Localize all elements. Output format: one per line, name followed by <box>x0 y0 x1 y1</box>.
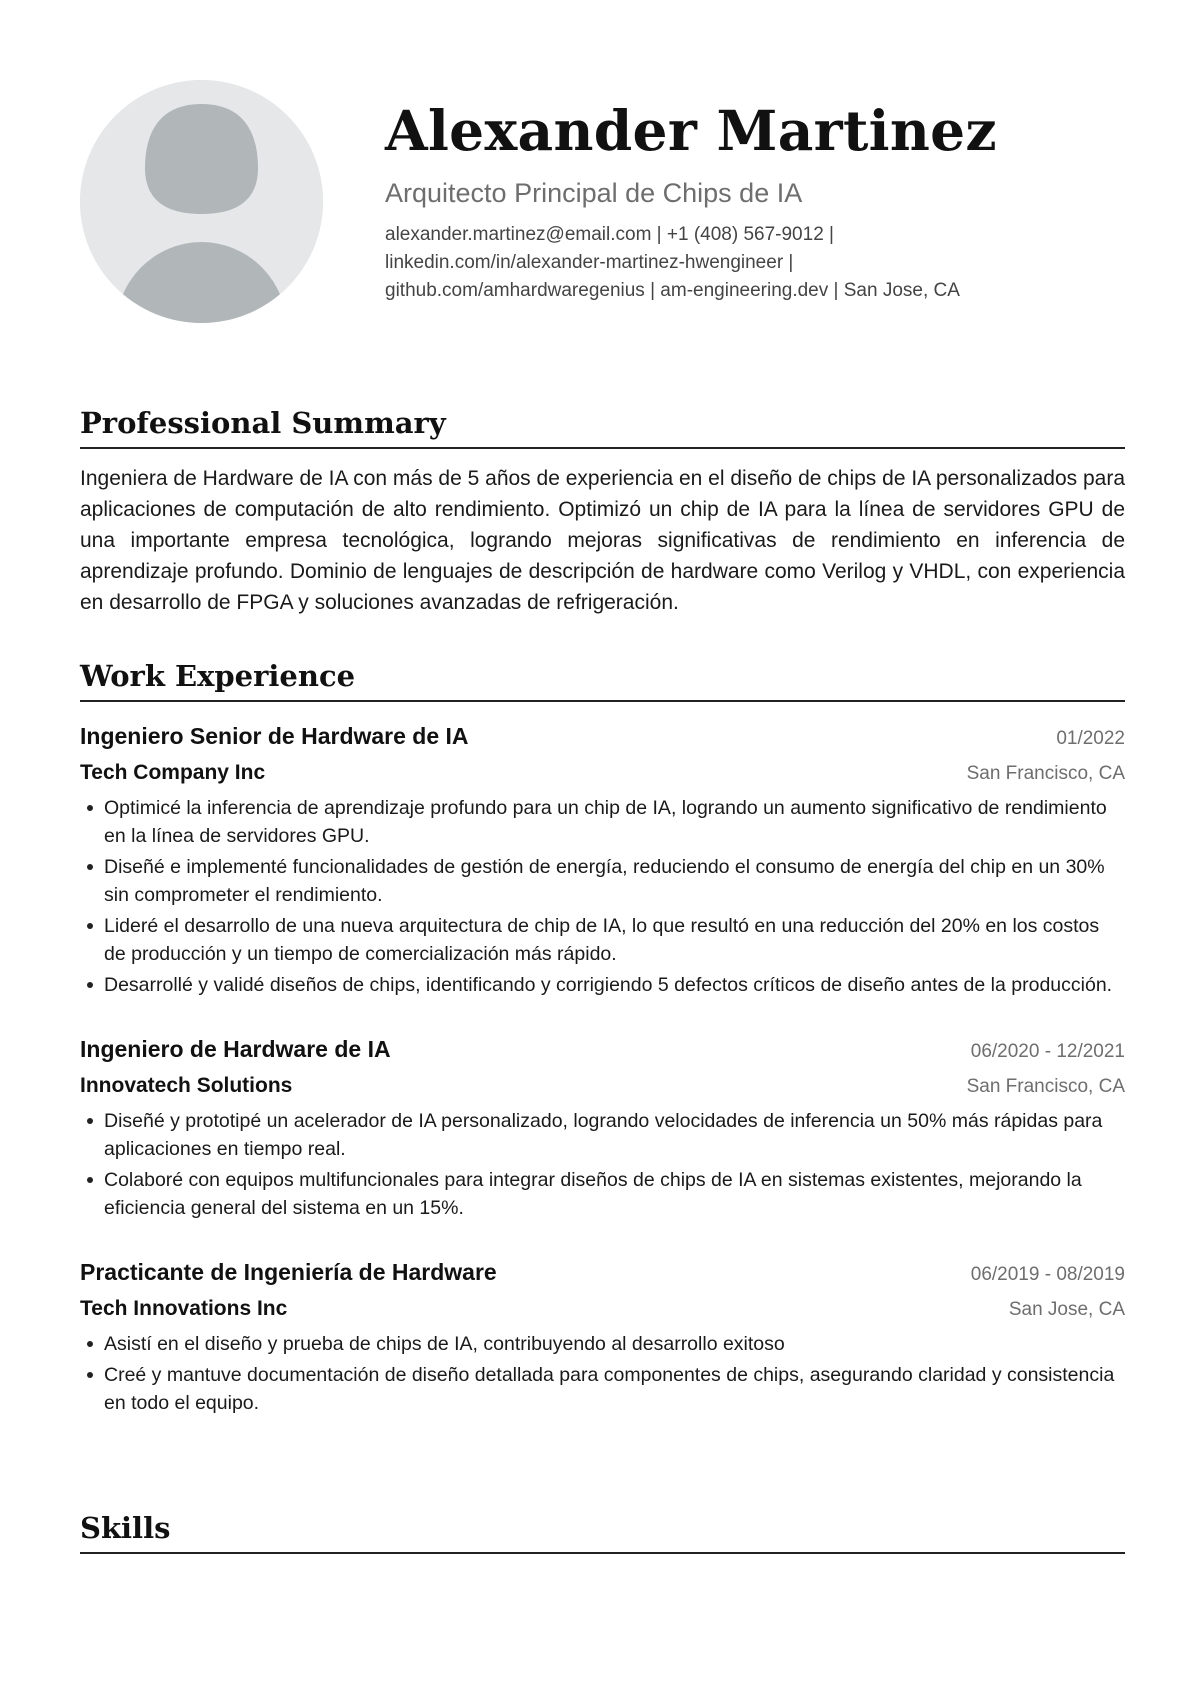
bullet-icon <box>87 1341 93 1347</box>
job-entry <box>80 718 1125 999</box>
bullet-text: Diseñé e implementé funcionalidades de gestión de energía, reduciendo el consumo de energía del chip en un 30% sin comprometer el rendimiento. <box>104 856 1105 906</box>
job-company: Innovatech Solutions <box>80 1074 293 1097</box>
avatar-placeholder-icon <box>80 80 323 323</box>
job-date: 01/2022 <box>1056 728 1125 749</box>
summary-section <box>80 403 1125 618</box>
bullet-icon <box>87 923 93 929</box>
bullet-text: Diseñé y prototipé un acelerador de IA personalizado, logrando velocidades de inferencia un 50% más rápidas para aplicaciones en tiempo real. <box>104 1110 1103 1160</box>
job-company: Tech Innovations Inc <box>80 1297 288 1320</box>
bullet-text: Colaboré con equipos multifuncionales para integrar diseños de chips de IA en sistemas existentes, mejorando la eficiencia general del sistema en un 15%. <box>104 1169 1082 1219</box>
job-date: 06/2020 - 12/2021 <box>970 1041 1125 1062</box>
bullet-item <box>80 971 1125 999</box>
bullet-icon <box>87 1372 93 1378</box>
job-role: Ingeniero de Hardware de IA <box>80 1036 391 1062</box>
bullet-icon <box>87 1118 93 1124</box>
candidate-title: Arquitecto Principal de Chips de IA <box>385 178 803 208</box>
bullet-text: Lideré el desarrollo de una nueva arquitectura de chip de IA, lo que resultó en una reducción del 20% en los costos de producción y un tiempo de comercialización más rápido. <box>104 915 1100 965</box>
skills-section <box>80 1508 1125 1554</box>
bullet-item <box>80 853 1125 909</box>
job-location: San Jose, CA <box>1008 1299 1125 1320</box>
bullet-item <box>80 1107 1125 1163</box>
experience-section <box>80 656 1125 1417</box>
bullet-icon <box>87 805 93 811</box>
bullet-icon <box>87 864 93 870</box>
bullet-item <box>80 1330 1125 1358</box>
resume-header <box>385 96 1085 305</box>
bullet-item <box>80 794 1125 850</box>
bullet-text: Creé y mantuve documentación de diseño detallada para componentes de chips, asegurando claridad y consistencia en todo el equipo. <box>104 1364 1115 1414</box>
bullet-item <box>80 912 1125 968</box>
summary-heading: Professional Summary <box>80 403 1125 449</box>
job-location: San Francisco, CA <box>966 763 1125 784</box>
bullet-text: Desarrollé y validé diseños de chips, identificando y corrigiendo 5 defectos críticos de diseño antes de la producción. <box>104 974 1113 996</box>
job-bullets <box>80 794 1125 999</box>
bullet-item <box>80 1361 1125 1417</box>
job-entry <box>80 1031 1125 1222</box>
job-role: Ingeniero Senior de Hardware de IA <box>80 723 469 749</box>
bullet-item <box>80 1166 1125 1222</box>
candidate-name: Alexander Martinez <box>385 98 997 163</box>
bullet-text: Asistí en el diseño y prueba de chips de IA, contribuyendo al desarrollo exitoso <box>104 1333 785 1355</box>
skills-heading: Skills <box>80 1508 1125 1554</box>
contact-info: alexander.martinez@email.com | +1 (408) 567-9012 | linkedin.com/in/alexander-martinez-hwengineer | github.com/amhardwaregenius | am-engineering.dev | San Jose, CA <box>385 224 960 301</box>
job-bullets <box>80 1330 1125 1417</box>
job-location: San Francisco, CA <box>966 1076 1125 1097</box>
summary-text: Ingeniera de Hardware de IA con más de 5 años de experiencia en el diseño de chips de IA personalizados para aplicaciones de computación de alto rendimiento. Optimizó un chip de IA para la línea de servidores GPU de una importante empresa tecnológica, logrando mejoras significativas de rendimiento en inferencia de aprendizaje profundo. Dominio de lenguajes de descripción de hardware como Verilog y VHDL, con experiencia en desarrollo de FPGA y soluciones avanzadas de refrigeración. <box>80 467 1125 614</box>
avatar <box>80 80 323 323</box>
job-date: 06/2019 - 08/2019 <box>970 1264 1125 1285</box>
job-bullets <box>80 1107 1125 1222</box>
job-entry <box>80 1254 1125 1417</box>
bullet-icon <box>87 1177 93 1183</box>
bullet-icon <box>87 982 93 988</box>
job-role: Practicante de Ingeniería de Hardware <box>80 1259 497 1285</box>
experience-heading: Work Experience <box>80 656 1125 702</box>
bullet-text: Optimicé la inferencia de aprendizaje profundo para un chip de IA, logrando un aumento significativo de rendimiento en la línea de servidores GPU. <box>104 797 1107 847</box>
job-company: Tech Company Inc <box>80 761 266 784</box>
